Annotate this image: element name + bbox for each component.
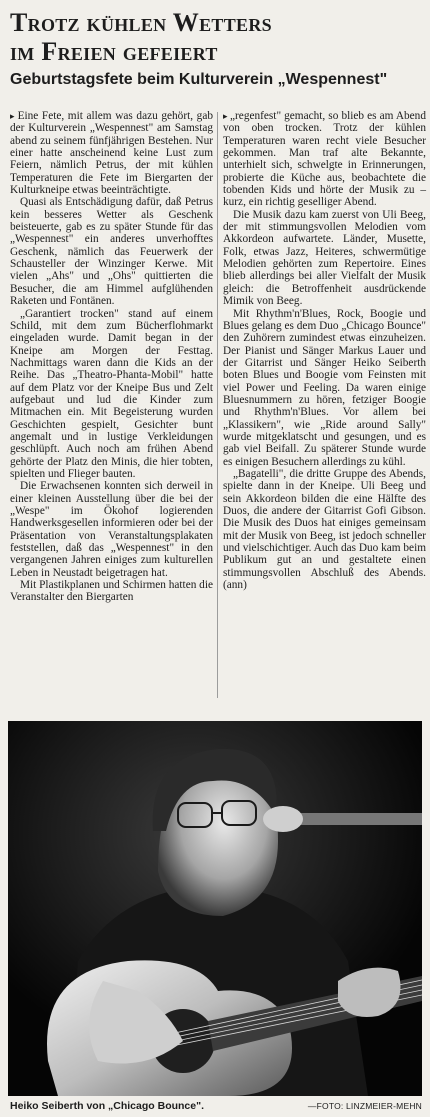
photo-guitarist: [8, 721, 422, 1096]
caption-text: Heiko Seiberth von „Chicago Bounce".: [10, 1100, 205, 1112]
paragraph: „Garantiert trocken" stand auf einem Schild, mit dem zum Bücherflohmarkt eingeladen wurde. Damit began in der Kneipe am Morgen der Festtag. Nachmittags waren dann die Kids an der Reihe. Das „Theatro-Phanta-Mobil" hatte auf dem Platz vor der Kneipe Bus und Zelt aufgebaut und lud die Kinder zum Mitmachen ein. Mit Begeisterung wurden Geschichten gespielt, Gesichter bunt angemalt und in lustige Verkleidungen geschlüpft. Auch noch am frühen Abend gehörte der Platz den Minis, die hier tobten, spielten und Flieger bauten.: [10, 307, 213, 480]
paragraph: Mit Plastikplanen und Schirmen hatten die Veranstalter den Biergarten: [10, 579, 213, 604]
headline-line-2: im Freien gefeiert: [10, 37, 218, 66]
article-column-left: [10, 110, 213, 604]
microphone-icon: [263, 806, 303, 832]
photo-illustration: [8, 721, 422, 1096]
paragraph: Die Musik dazu kam zuerst von Uli Beeg, der mit stimmungsvollen Melodien vom Akkordeon aufwartete. Länder, Musette, Folk, etwas Jazz, Heiteres, schwermütige Melodien gehörten zum Repertoire. Eines blieb allerdings bei aller Vielfalt der Musik gleich: die Betroffenheit ausdrückende Mimik von Beeg.: [223, 208, 426, 308]
paragraph: Quasi als Entschädigung dafür, daß Petrus kein besseres Wetter als Geschenk beisteuerte, gab es zu später Stunde für das „Wespennest" ein anderes unverhofftes Geschenk, nämlich das Feuerwerk der Schausteller der Winzinger Kerwe. Mit vielen „Ahs" und „Ohs" quittierten die Besucher, die am Himmel aufglühenden Raketen und Fontänen.: [10, 196, 213, 308]
mic-stand: [283, 813, 422, 825]
photo-caption: [8, 1099, 422, 1115]
column-divider: [217, 112, 218, 698]
headline-line-1: Trotz kühlen Wetters: [10, 8, 272, 37]
photo-credit: —FOTO: LINZMEIER-MEHN: [307, 1101, 422, 1111]
subheadline: Geburtstagsfete beim Kulturverein „Wespennest": [10, 71, 388, 88]
paragraph: ▸ „regenfest" gemacht, so blieb es am Abend von oben trocken. Trotz der kühlen Temperaturen waren recht viele Besucher gekommen. Man traf alte Bekannte, unterhielt sich, schwelgte in Erinnerungen, probierte die Küche aus, beobachtete die tobenden Kids und hörte der Musik zu – kurz, ein richtig geselliger Abend.: [223, 110, 426, 209]
paragraph: ▸ Eine Fete, mit allem was dazu gehört, gab der Kulturverein „Wespennest" am Samstag abend zu seinem fünfjährigen Bestehen. Nur einer hatte anscheinend keine Lust zum Feiern, nämlich Petrus, der mit kühlen Temperaturen die Fete im Biergarten der Kulturkneipe etwas beeinträchtigte.: [10, 110, 213, 196]
paragraph: „Bagatelli", die dritte Gruppe des Abends, spielte dann in der Kneipe. Uli Beeg und sein Akkordeon bilden die eine Hälfte des Duos, die andere der Gitarrist Gofi Gibson. Die Musik des Duos hat einiges gemeinsam mit der Musik von Beeg, ist jedoch schneller und vielschichtiger. Auch das Duo kam beim Publikum gut an und gestaltete einen stimmungsvollen Abschluß des Abends. (ann): [223, 467, 426, 592]
paragraph: Die Erwachsenen konnten sich derweil in einer kleinen Ausstellung über die bei der „Wespe" im Ökohof logierenden Handwerksgesellen informieren oder bei der Präsentation von Veranstaltungsplakaten feststellen, daß das „Wespennest" in den vergangenen Jahren einiges zum kulturellen Leben in Neustadt beigetragen hat.: [10, 480, 213, 579]
article-column-right: [223, 110, 426, 591]
paragraph: Mit Rhythm'n'Blues, Rock, Boogie und Blues gelang es dem Duo „Chicago Bounce" den Zuhörern zumindest etwas einzuheizen. Der Pianist und Sänger Markus Lauer und der Gitarrist und Sänger Heiko Seiberth boten Blues und Boogie vom Feinsten mit viel Power und Feeling. Da waren einige Bluesnummern zu hören, fetziger Boogie und Rhythm'n'Blues. Vor allem bei „Klassikern", wie „Ride around Sally" wurde mitgeklatscht und gesungen, und es gab viel Beifall. Zu späterer Stunde wurde es einigen Besuchern allerdings zu kühl.: [223, 307, 426, 468]
headline: [10, 8, 426, 66]
